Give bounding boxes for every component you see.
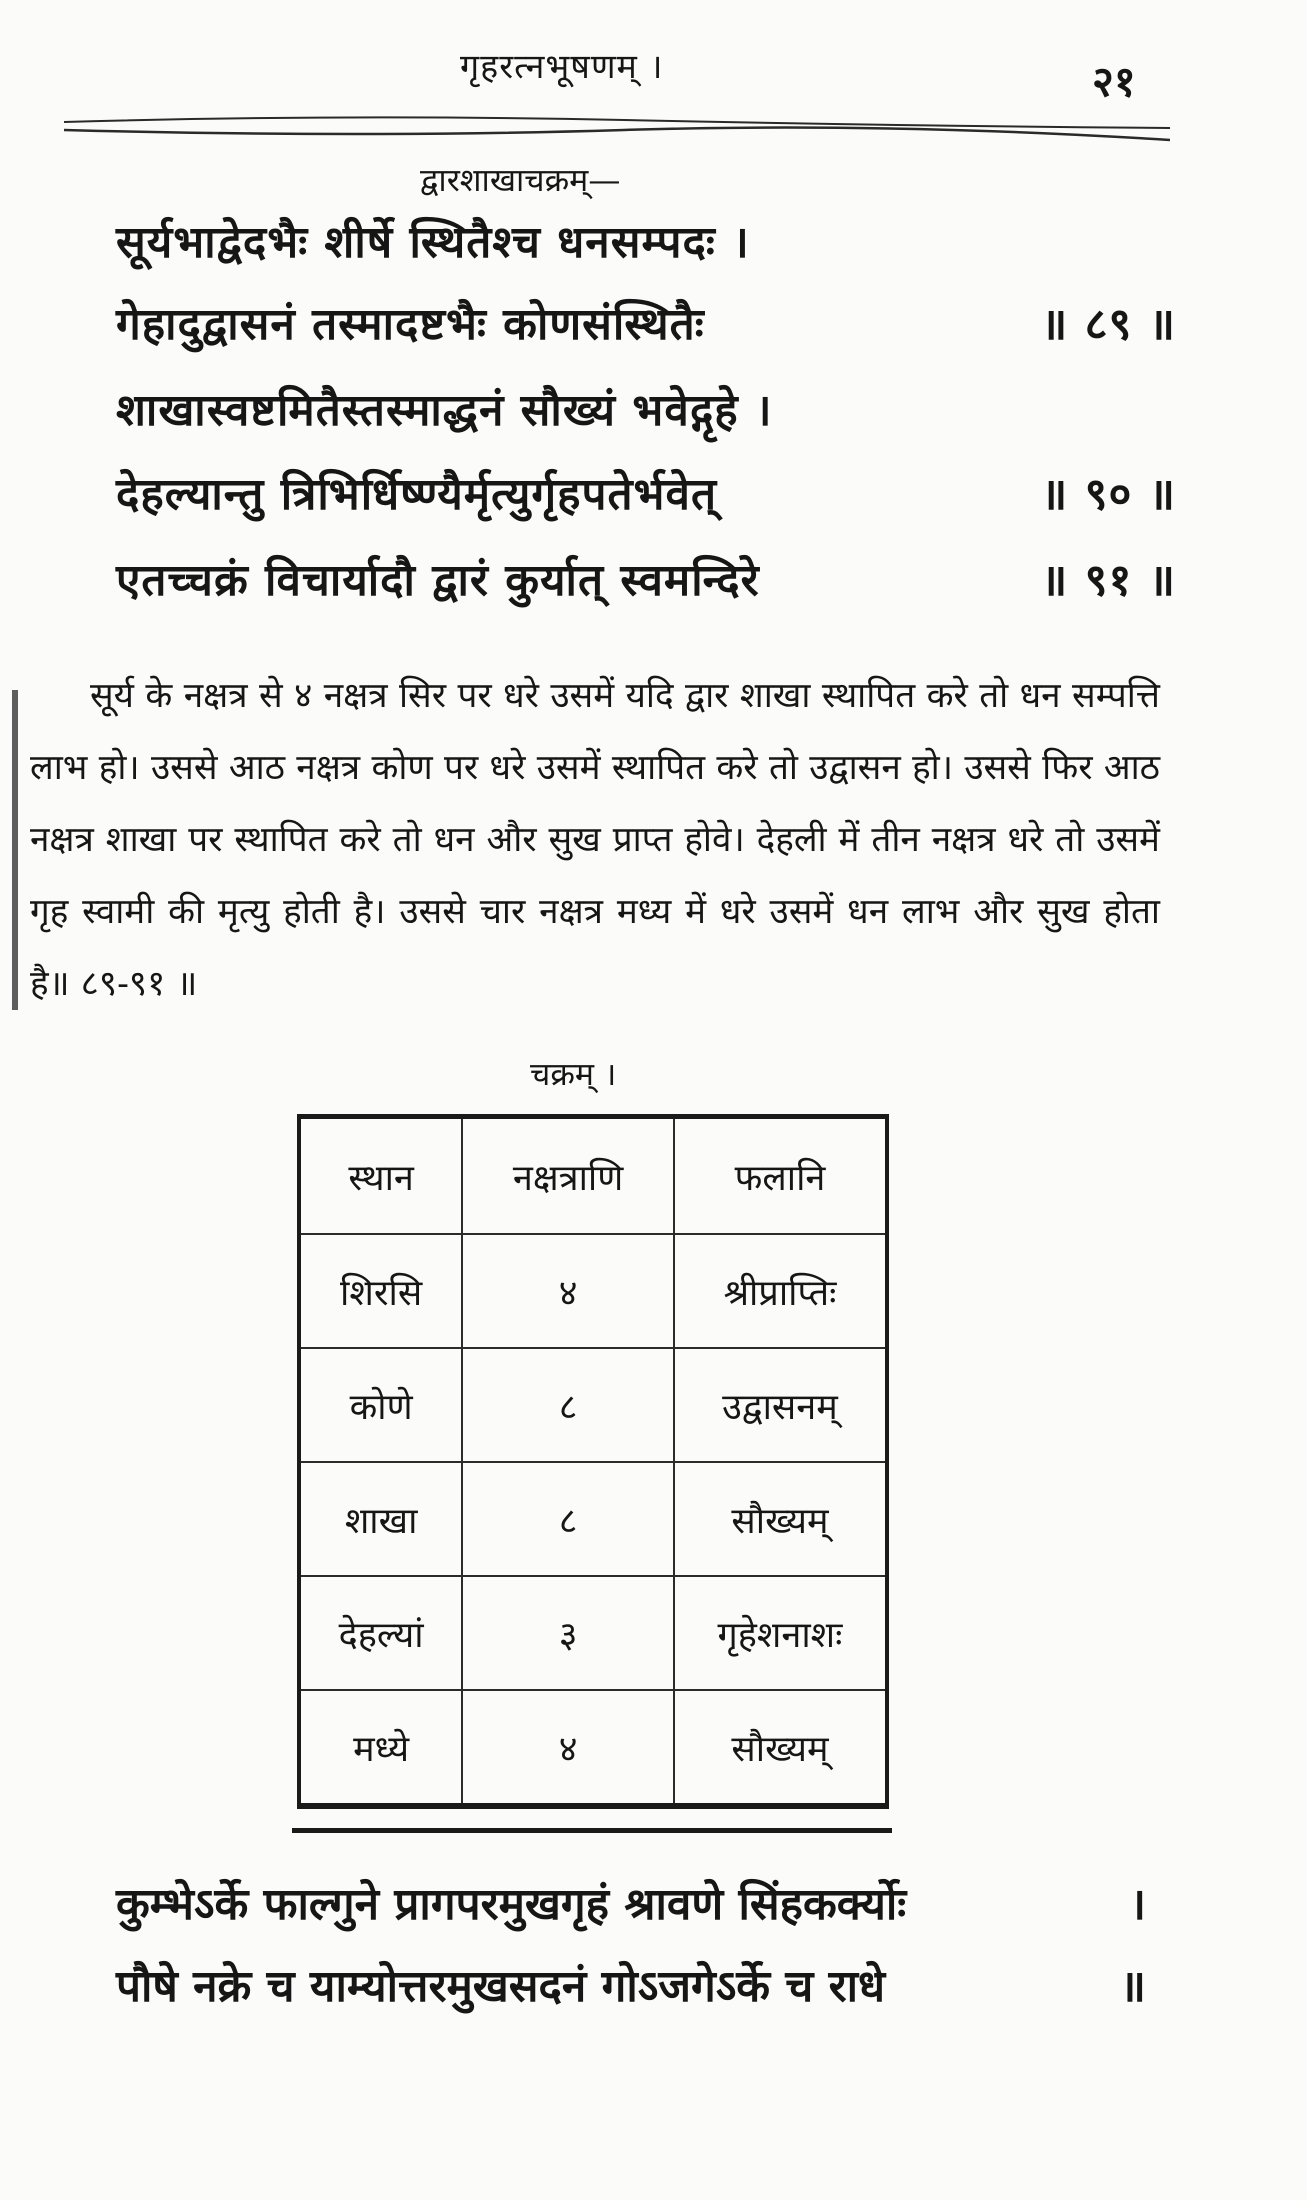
- commentary-text: सूर्य के नक्षत्र से ४ नक्षत्र सिर पर धरे उसमें यदि द्वार शाखा स्थापित करे तो धन सम्पत्ति लाभ हो। उससे आठ नक्षत्र कोण पर धरे उसमें स्थापित करे तो उद्वासन हो। उससे फिर आठ नक्षत्र शाखा पर स्थापित करे तो धन और सुख प्राप्त होवे। देहली में तीन नक्षत्र धरे तो उसमें गृह स्वामी की मृत्यु होती है। उससे चार नक्षत्र मध्य में धरे उसमें धन लाभ और सुख होता है॥ ८९-९१ ॥: [30, 676, 1160, 1004]
- header-rule: [64, 110, 1170, 150]
- table-cell: मध्ये: [299, 1690, 462, 1806]
- table-cell: सौख्यम्: [731, 1728, 829, 1770]
- verse-text: पौषे नक्रे च याम्योत्तरमुखसदनं गोऽजगेऽर्के च राधे: [116, 1961, 886, 2012]
- table-cell: ४: [462, 1690, 674, 1806]
- column-header: फलानि: [674, 1117, 887, 1235]
- table-bottom-rule: [292, 1828, 892, 1833]
- closing-verse-line-1: [116, 1872, 1146, 1932]
- section-heading: द्वारशाखाचक्रम्—: [420, 161, 621, 199]
- column-header: स्थान: [299, 1117, 462, 1235]
- table-cell: ३: [462, 1576, 674, 1690]
- table-row: [299, 1348, 887, 1462]
- table-cell: ८: [462, 1348, 674, 1462]
- page-number: २१: [1092, 57, 1136, 106]
- table-cell: श्रीप्राप्तिः: [674, 1234, 887, 1348]
- table-row: [299, 1576, 887, 1690]
- verse-text: देहल्यान्तु त्रिभिर्धिष्ण्यैर्मृत्युर्गृहपतेर्भवेत्: [116, 469, 718, 520]
- table-row: [299, 1462, 887, 1576]
- verse-text: शाखास्वष्टमितैस्तस्माद्धनं सौख्यं भवेद्गृहे ।: [116, 385, 773, 436]
- column-header: नक्षत्राणि: [462, 1117, 674, 1235]
- verse-line-5: [116, 548, 1176, 608]
- table-row: [299, 1234, 887, 1348]
- verse-number: ॥ ९१ ॥: [1040, 555, 1176, 606]
- closing-verse-line-2: [116, 1954, 1146, 2014]
- table-cell: ८: [462, 1462, 674, 1576]
- verse-number: ॥ ८९ ॥: [1040, 299, 1176, 350]
- chakra-table: [297, 1114, 889, 1809]
- binding-shadow: [12, 690, 18, 1010]
- table-header-row: [299, 1117, 887, 1235]
- verse-line-3: [116, 378, 1176, 438]
- table-cell: ४: [462, 1234, 674, 1348]
- table-cell: कोणे: [299, 1348, 462, 1462]
- table-cell: सौख्यम्: [674, 1462, 887, 1576]
- verse-text: एतच्चक्रं विचार्यादौ द्वारं कुर्यात् स्वमन्दिरे: [116, 555, 760, 606]
- table-cell: शिरसि: [299, 1234, 462, 1348]
- running-title: गृहरत्नभूषणम् ।: [460, 47, 664, 87]
- table-caption: चक्रम् ।: [530, 1055, 617, 1093]
- verse-danda: ।: [1129, 1879, 1146, 1930]
- verse-line-1: [116, 210, 1176, 270]
- verse-line-4: [116, 462, 1176, 522]
- verse-danda: ॥: [1119, 1961, 1146, 2012]
- verse-text: कुम्भेऽर्के फाल्गुने प्रागपरमुखगृहं श्रावणे सिंहकर्क्योः: [116, 1879, 907, 1930]
- commentary: [30, 660, 1160, 1020]
- verse-number: ॥ ९० ॥: [1040, 469, 1176, 520]
- verse-line-2: [116, 292, 1176, 352]
- table-cell: देहल्यां: [299, 1576, 462, 1690]
- table-row: [299, 1690, 887, 1806]
- verse-text: गेहादुद्वासनं तस्मादष्टभैः कोणसंस्थितैः: [116, 299, 705, 350]
- table-cell: शाखा: [299, 1462, 462, 1576]
- table-cell: उद्वासनम्: [674, 1348, 887, 1462]
- table-cell: गृहेशनाशः: [674, 1576, 887, 1690]
- verse-text: सूर्यभाद्वेदभैः शीर्षे स्थितैश्च धनसम्पदः ।: [116, 217, 750, 268]
